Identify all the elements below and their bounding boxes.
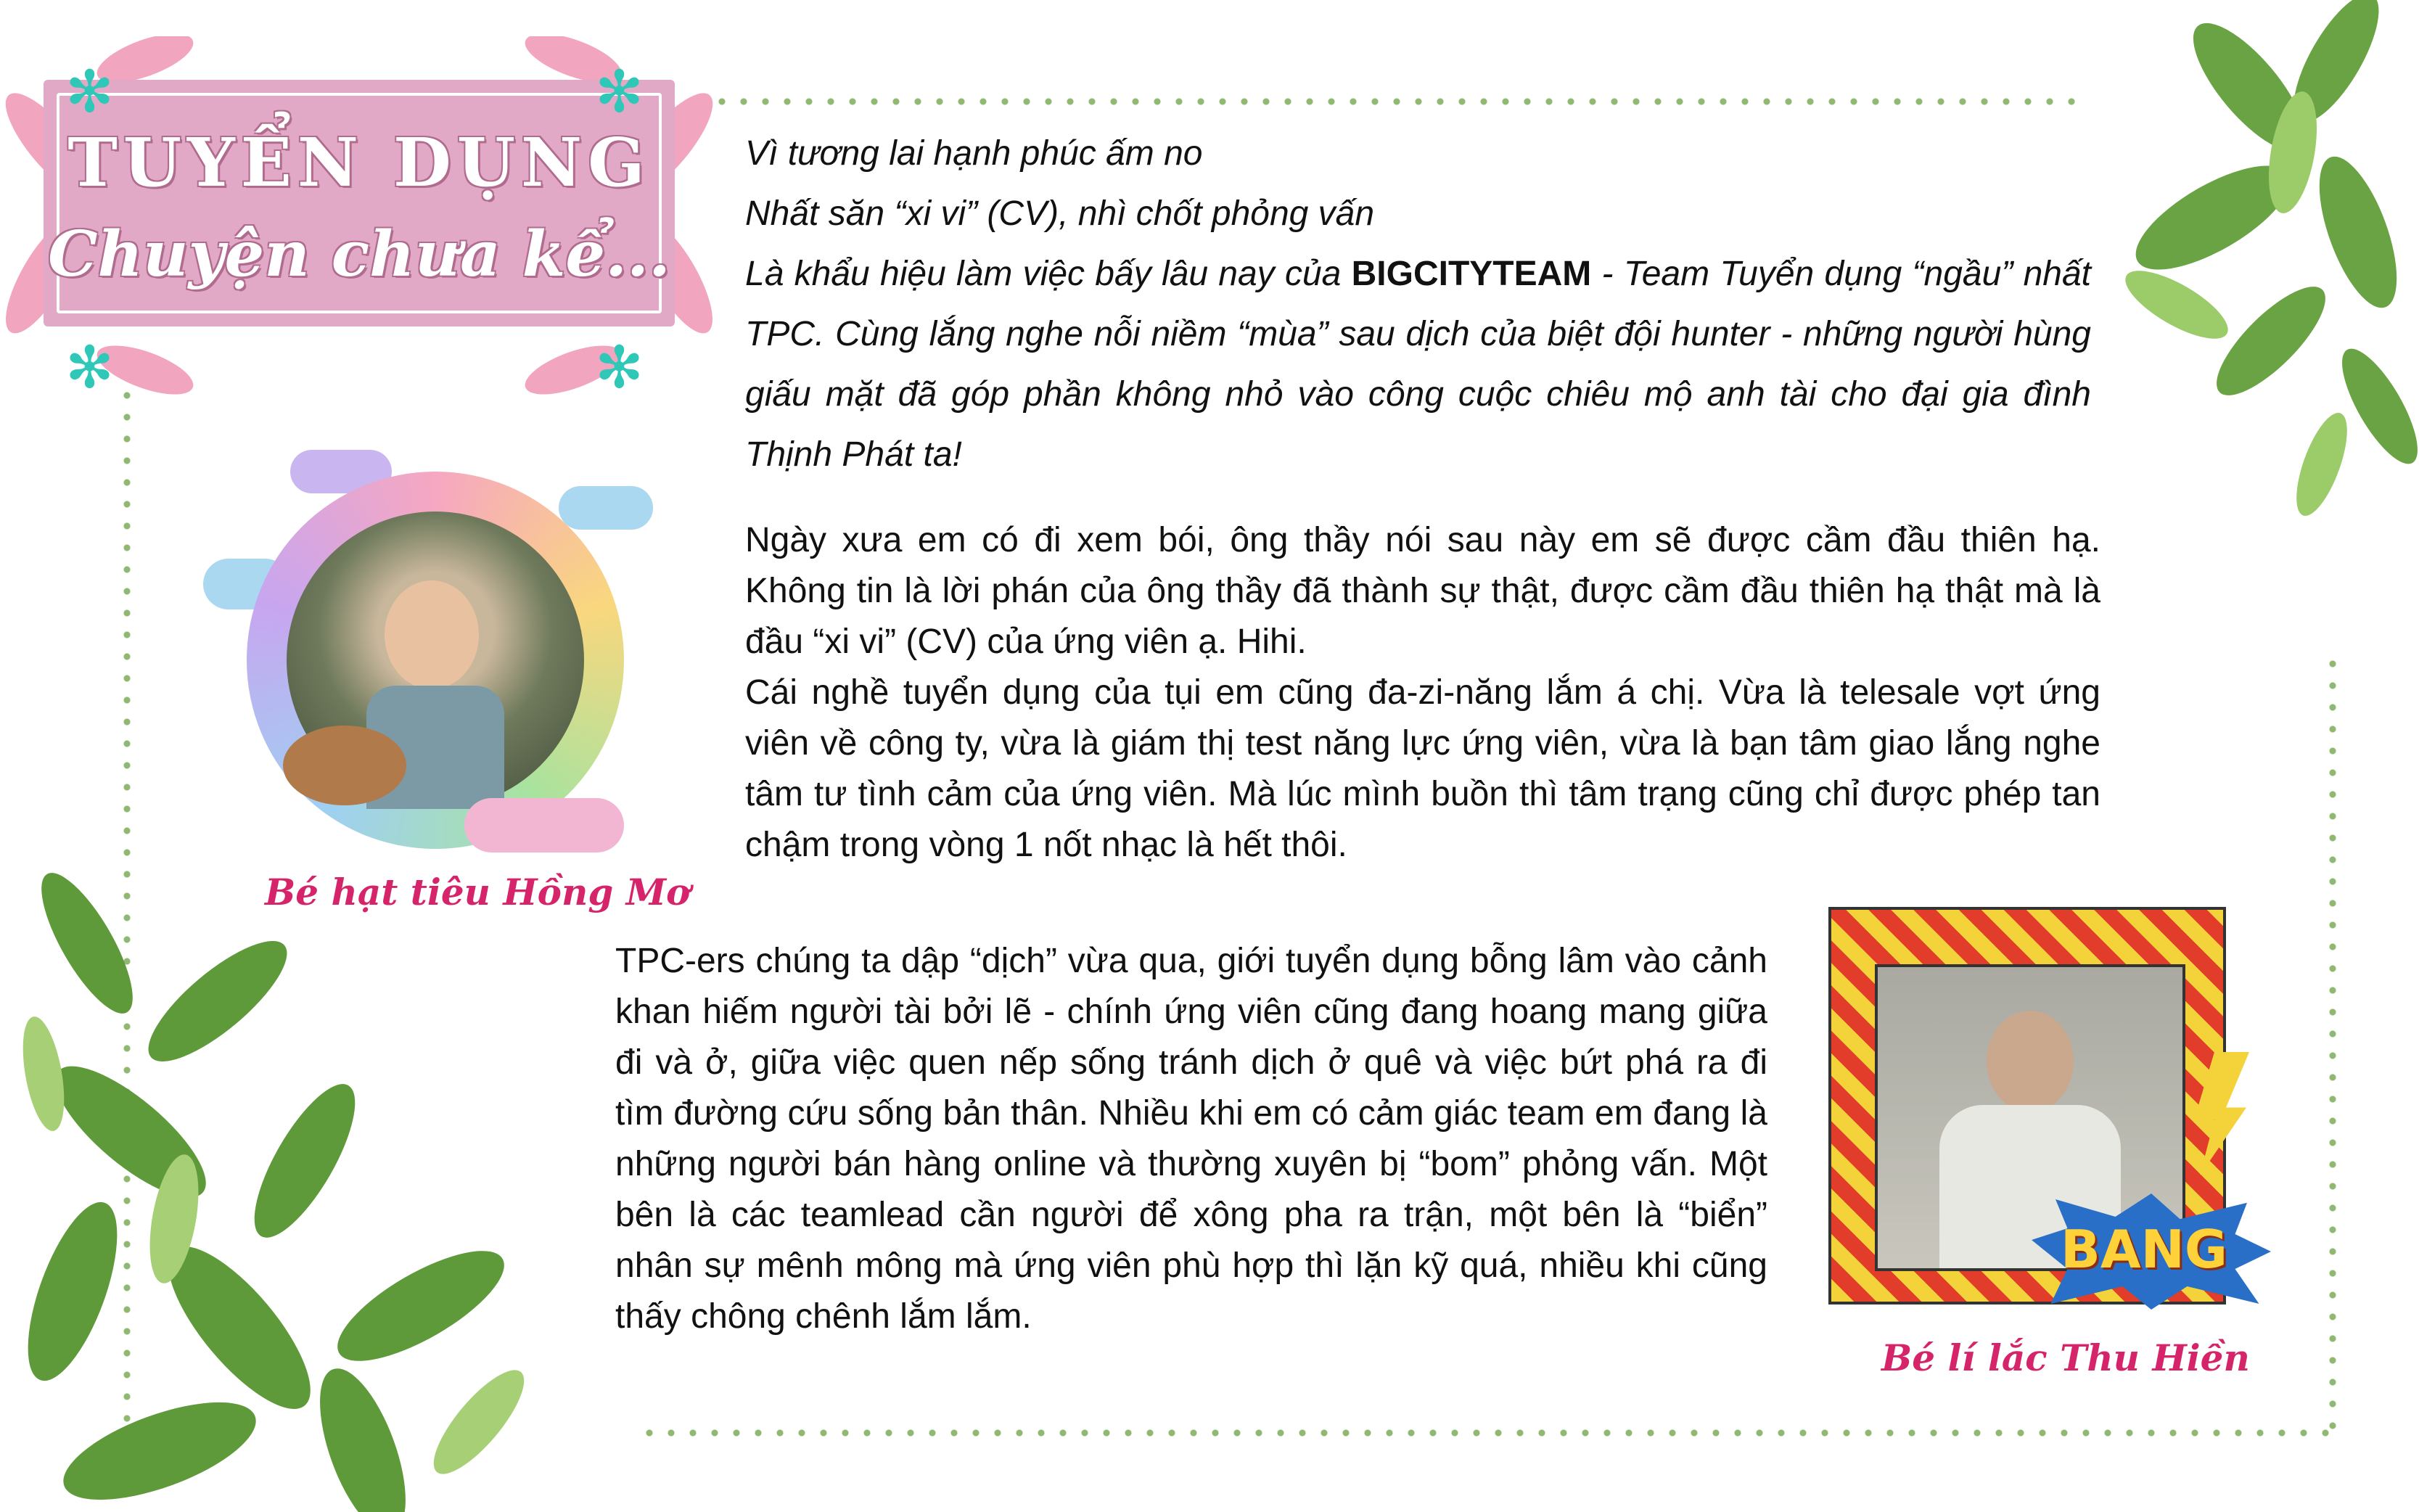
team-name: BIGCITYTEAM bbox=[1351, 255, 1592, 293]
story-paragraph-3 bbox=[615, 936, 1767, 1342]
intro-line: Vì tương lai hạnh phúc ấm no bbox=[745, 134, 1203, 173]
dotted-border-right bbox=[2329, 653, 2336, 1429]
paragraph-text: Ngày xưa em có đi xem bói, ông thầy nói sau này em sẽ được cầm đầu thiên hạ. Không tin là lời phán của ông thầy đã thành sự thật, được cầm đầu thiên hạ thật mà là đầu “xi vi” (CV) của ứng viên ạ. Hihi. bbox=[745, 521, 2100, 661]
title-banner bbox=[44, 80, 675, 326]
teddy-bear-sticker bbox=[283, 726, 406, 805]
cloud-decoration bbox=[464, 798, 624, 852]
flower-icon: ✻ bbox=[595, 59, 644, 124]
dotted-border-bottom bbox=[638, 1429, 2344, 1437]
paragraph-text: Cái nghề tuyển dụng của tụi em cũng đa-zi-năng lắm á chị. Vừa là telesale vợt ứng viên về công ty, vừa là giám thị test năng lực ứng viên, vừa là bạn tâm giao lắng nghe tâm tư tình cảm của ứng viên. Mà lúc mình buồn thì tâm trạng cũng chỉ được phép tan chậm trong vòng 1 nốt nhạc là hết thôi. bbox=[745, 673, 2100, 864]
flower-icon: ✻ bbox=[595, 335, 644, 400]
story-paragraph-1 bbox=[745, 515, 2100, 871]
dotted-border-top bbox=[711, 98, 2090, 105]
paragraph-text: TPC-ers chúng ta dập “dịch” vừa qua, giới tuyển dụng bỗng lâm vào cảnh khan hiếm người tài bởi lẽ - chính ứng viên cũng đang hoang mang giữa đi và ở, giữa việc quen nếp sống tránh dịch ở quê và việc bứt phá ra đi tìm đường cứu sống bản thân. Nhiều khi em có cảm giác team em đang là những người bán hàng online và thường xuyên bị “bom” phỏng vấn. Một bên là các teamlead cần người để xông pha ra trận, một bên là “biển” nhân sự mênh mông mà ứng viên phù hợp thì lặn kỹ quá, nhiều khi cũng thấy chông chênh lắm lắm. bbox=[615, 942, 1767, 1336]
intro-text bbox=[745, 123, 2091, 485]
banner-title: TUYỂN DỤNG bbox=[67, 123, 651, 202]
intro-line3-start: Là khẩu hiệu làm việc bấy lâu nay của bbox=[745, 255, 1352, 293]
caption-person-1: Bé hạt tiêu Hồng Mơ bbox=[265, 871, 691, 913]
banner-subtitle: Chuyện chưa kể... bbox=[48, 218, 670, 291]
flower-icon: ✻ bbox=[65, 59, 115, 124]
intro-line: Nhất săn “xi vi” (CV), nhì chốt phỏng vấn bbox=[745, 194, 1375, 233]
caption-person-2: Bé lí lắc Thu Hiền bbox=[1881, 1336, 2250, 1379]
cloud-decoration bbox=[559, 486, 653, 530]
bang-sticker-text: BANG bbox=[2061, 1219, 2227, 1280]
flower-icon: ✻ bbox=[65, 335, 115, 400]
intro-line3-end: - Team Tuyển dụng “ngầu” nhất TPC. Cùng lắng nghe nỗi niềm “mùa” sau dịch của biệt đội hunter - những người hùng giấu mặt đã góp phần không nhỏ vào công cuộc chiêu mộ anh tài cho đại gia đình Thịnh Phát ta! bbox=[745, 255, 2091, 474]
leaves-bottom-left-decoration bbox=[0, 856, 580, 1512]
intro-paragraph bbox=[745, 244, 2091, 485]
